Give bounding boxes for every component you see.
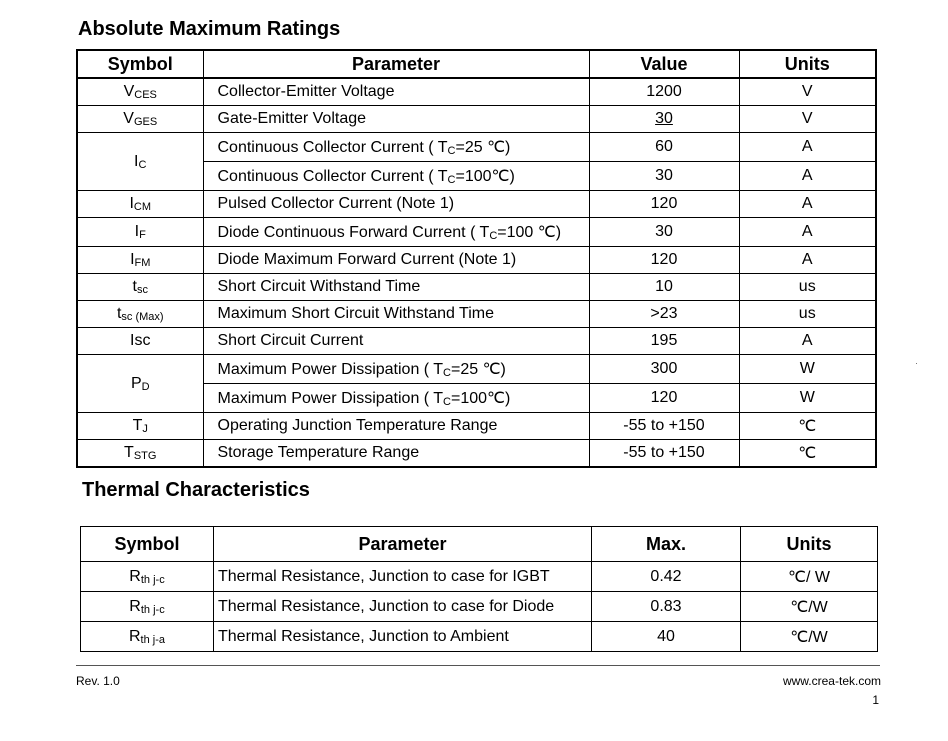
value-cell: 120 — [589, 384, 739, 413]
value-cell: 60 — [589, 133, 739, 162]
table-row — [77, 78, 876, 106]
value-cell: 10 — [589, 274, 739, 301]
unit-cell: A — [739, 218, 876, 247]
unit-cell: W — [739, 355, 876, 384]
header-max: Max. — [592, 527, 741, 562]
symbol-cell: TJ — [77, 413, 203, 440]
parameter-cell: Continuous Collector Current ( TC=100℃) — [203, 162, 589, 191]
parameter-cell: Storage Temperature Range — [203, 440, 589, 468]
parameter-cell: Maximum Short Circuit Withstand Time — [203, 301, 589, 328]
symbol-cell: PD — [77, 355, 203, 413]
table-row — [77, 328, 876, 355]
symbol-cell: VGES — [77, 106, 203, 133]
header-parameter: Parameter — [214, 527, 592, 562]
table-row — [77, 133, 876, 162]
unit-cell: ℃ — [739, 413, 876, 440]
symbol-cell: VCES — [77, 78, 203, 106]
table-row — [81, 622, 878, 652]
page-number: 1 — [872, 693, 879, 707]
table-row — [77, 106, 876, 133]
unit-cell: ℃ — [739, 440, 876, 468]
unit-cell: V — [739, 106, 876, 133]
parameter-cell: Thermal Resistance, Junction to case for IGBT — [214, 562, 592, 592]
parameter-cell: Thermal Resistance, Junction to case for Diode — [214, 592, 592, 622]
symbol-cell: tsc — [77, 274, 203, 301]
parameter-cell: Pulsed Collector Current (Note 1) — [203, 191, 589, 218]
parameter-cell: Short Circuit Current — [203, 328, 589, 355]
header-units: Units — [739, 50, 876, 78]
footer-divider — [76, 665, 880, 666]
unit-cell: ℃/W — [741, 592, 878, 622]
unit-cell: A — [739, 162, 876, 191]
unit-cell: V — [739, 78, 876, 106]
value-cell: 195 — [589, 328, 739, 355]
value-cell: 120 — [589, 247, 739, 274]
parameter-cell: Diode Continuous Forward Current ( TC=100 ℃) — [203, 218, 589, 247]
symbol-cell: Isc — [77, 328, 203, 355]
value-cell: 30 — [589, 106, 739, 133]
value-cell: >23 — [589, 301, 739, 328]
thermal-characteristics-title: Thermal Characteristics — [82, 479, 310, 501]
table-row — [77, 440, 876, 468]
table-row — [77, 301, 876, 328]
value-cell: 0.83 — [592, 592, 741, 622]
table-row — [77, 355, 876, 384]
symbol-cell: IF — [77, 218, 203, 247]
parameter-cell: Gate-Emitter Voltage — [203, 106, 589, 133]
symbol-cell: ICM — [77, 191, 203, 218]
table-row — [77, 247, 876, 274]
symbol-cell: tsc (Max) — [77, 301, 203, 328]
symbol-cell: Rth j-a — [81, 622, 214, 652]
header-parameter: Parameter — [203, 50, 589, 78]
table-row — [77, 218, 876, 247]
unit-cell: ℃/ W — [741, 562, 878, 592]
header-symbol: Symbol — [81, 527, 214, 562]
value-cell: 40 — [592, 622, 741, 652]
header-symbol: Symbol — [77, 50, 203, 78]
parameter-cell: Thermal Resistance, Junction to Ambient — [214, 622, 592, 652]
value-cell: 30 — [589, 218, 739, 247]
value-cell: 1200 — [589, 78, 739, 106]
table-row — [77, 274, 876, 301]
revision-label: Rev. 1.0 — [76, 674, 120, 688]
unit-cell: A — [739, 191, 876, 218]
parameter-cell: Diode Maximum Forward Current (Note 1) — [203, 247, 589, 274]
value-cell: 120 — [589, 191, 739, 218]
symbol-cell: IFM — [77, 247, 203, 274]
parameter-cell: Operating Junction Temperature Range — [203, 413, 589, 440]
unit-cell: ℃/W — [741, 622, 878, 652]
value-cell: 30 — [589, 162, 739, 191]
table-row — [81, 592, 878, 622]
parameter-cell: Maximum Power Dissipation ( TC=25 ℃) — [203, 355, 589, 384]
value-cell: 0.42 — [592, 562, 741, 592]
value-cell: -55 to +150 — [589, 413, 739, 440]
website-link[interactable]: www.crea-tek.com — [782, 674, 881, 688]
header-units: Units — [741, 527, 878, 562]
table-header-row — [81, 527, 878, 562]
symbol-cell: Rth j-c — [81, 592, 214, 622]
table-row — [77, 191, 876, 218]
value-cell: 300 — [589, 355, 739, 384]
thermal-characteristics-table — [80, 526, 878, 652]
table-header-row — [77, 50, 876, 78]
absolute-maximum-ratings-title: Absolute Maximum Ratings — [78, 18, 341, 40]
unit-cell: us — [739, 274, 876, 301]
parameter-cell: Collector-Emitter Voltage — [203, 78, 589, 106]
unit-cell: W — [739, 384, 876, 413]
unit-cell: A — [739, 328, 876, 355]
symbol-cell: TSTG — [77, 440, 203, 468]
header-value: Value — [589, 50, 739, 78]
table-row — [81, 562, 878, 592]
absolute-maximum-ratings-table — [76, 49, 877, 468]
parameter-cell: Short Circuit Withstand Time — [203, 274, 589, 301]
unit-cell: us — [739, 301, 876, 328]
unit-cell: A — [739, 133, 876, 162]
table-row — [77, 413, 876, 440]
value-cell: -55 to +150 — [589, 440, 739, 468]
parameter-cell: Continuous Collector Current ( TC=25 ℃) — [203, 133, 589, 162]
stray-dot — [916, 363, 917, 364]
symbol-cell: Rth j-c — [81, 562, 214, 592]
unit-cell: A — [739, 247, 876, 274]
symbol-cell: IC — [77, 133, 203, 191]
parameter-cell: Maximum Power Dissipation ( TC=100℃) — [203, 384, 589, 413]
